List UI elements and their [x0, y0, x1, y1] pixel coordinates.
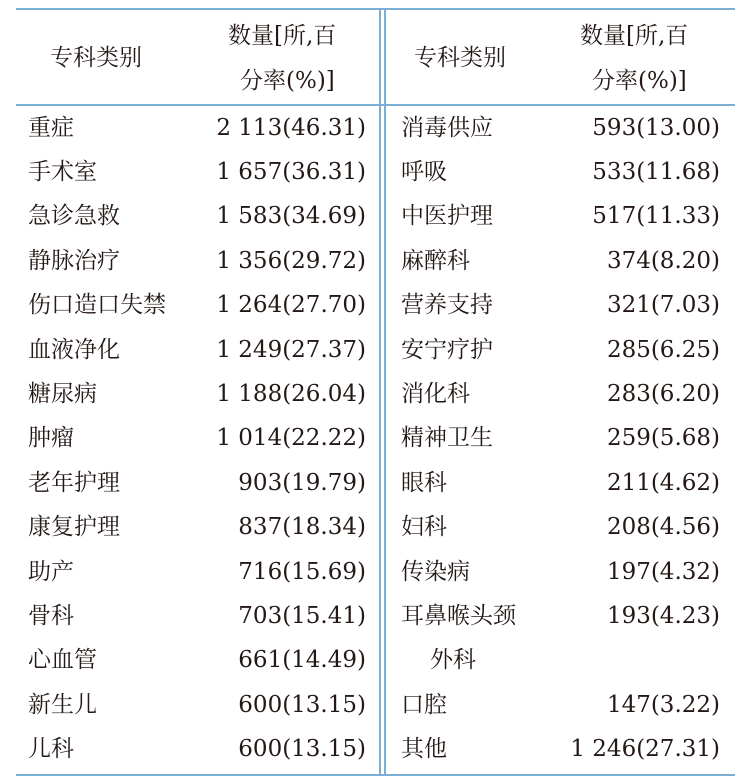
header-count-left-line2: 分率(%)] [240, 68, 335, 94]
right-row-category: 耳鼻喉头颈 [401, 603, 516, 629]
right-row-value: 1 246(27.31) [570, 736, 720, 762]
left-row-category: 血液净化 [28, 337, 120, 363]
left-row-category: 肿瘤 [28, 425, 74, 451]
left-row-category: 重症 [28, 115, 74, 141]
right-row-value: 533(11.68) [592, 159, 720, 185]
left-row-value: 600(13.15) [238, 692, 366, 718]
right-row-value: 147(3.22) [606, 692, 720, 718]
header-count-right-line1: 数量[所,百 [580, 23, 689, 49]
right-row-category: 呼吸 [401, 159, 447, 185]
header-category-left: 专科类别 [50, 45, 142, 71]
right-row-value: 208(4.56) [606, 514, 720, 540]
header-count-left-line1: 数量[所,百 [228, 23, 337, 49]
right-row-value: 321(7.03) [606, 292, 720, 318]
left-row-category: 助产 [28, 559, 74, 585]
left-row-value: 1 583(34.69) [216, 203, 366, 229]
right-row-category: 麻醉科 [401, 248, 470, 274]
right-row-value: 593(13.00) [592, 115, 720, 141]
right-row-category: 安宁疗护 [401, 337, 493, 363]
left-row-value: 1 264(27.70) [216, 292, 366, 318]
left-row-category: 老年护理 [28, 470, 120, 496]
right-row-category: 消化科 [401, 381, 470, 407]
right-row-category: 精神卫生 [401, 425, 493, 451]
right-row-category: 传染病 [401, 559, 470, 585]
table-bottom-rule [16, 774, 735, 776]
right-row-value: 374(8.20) [606, 248, 720, 274]
right-row-category: 营养支持 [401, 292, 493, 318]
right-row-category: 妇科 [401, 514, 447, 540]
left-row-value: 1 356(29.72) [216, 248, 366, 274]
right-row-category-continuation: 外科 [430, 647, 476, 673]
left-row-value: 837(18.34) [238, 514, 366, 540]
table-top-rule [16, 8, 735, 10]
right-row-category: 眼科 [401, 470, 447, 496]
left-row-value: 716(15.69) [238, 559, 366, 585]
left-row-category: 伤口造口失禁 [28, 292, 166, 318]
right-row-category: 中医护理 [401, 203, 493, 229]
left-row-category: 新生儿 [28, 692, 97, 718]
left-row-value: 2 113(46.31) [216, 115, 366, 141]
column-divider [384, 9, 386, 775]
right-row-category: 其他 [401, 736, 447, 762]
right-row-value: 285(6.25) [606, 337, 720, 363]
left-row-category: 手术室 [28, 159, 97, 185]
right-row-value: 193(4.23) [606, 603, 720, 629]
left-row-value: 1 014(22.22) [216, 425, 366, 451]
left-row-value: 903(19.79) [238, 470, 366, 496]
right-row-value: 197(4.32) [606, 559, 720, 585]
right-row-category: 消毒供应 [401, 115, 493, 141]
right-row-value: 259(5.68) [606, 425, 720, 451]
header-count-right-line2: 分率(%)] [592, 68, 687, 94]
right-row-value: 211(4.62) [606, 470, 720, 496]
left-row-category: 糖尿病 [28, 381, 97, 407]
left-row-value: 1 249(27.37) [216, 337, 366, 363]
left-row-value: 1 657(36.31) [216, 159, 366, 185]
header-category-right: 专科类别 [414, 45, 506, 71]
left-row-value: 600(13.15) [238, 736, 366, 762]
left-row-category: 康复护理 [28, 514, 120, 540]
left-row-category: 心血管 [28, 647, 97, 673]
column-divider [379, 9, 381, 775]
right-row-value: 283(6.20) [606, 381, 720, 407]
left-row-value: 703(15.41) [238, 603, 366, 629]
right-row-value: 517(11.33) [592, 203, 720, 229]
left-row-value: 661(14.49) [238, 647, 366, 673]
left-row-category: 急诊急救 [28, 203, 120, 229]
left-row-category: 儿科 [28, 736, 74, 762]
left-row-category: 静脉治疗 [28, 248, 120, 274]
left-row-value: 1 188(26.04) [216, 381, 366, 407]
left-row-category: 骨科 [28, 603, 74, 629]
right-row-category: 口腔 [401, 692, 447, 718]
